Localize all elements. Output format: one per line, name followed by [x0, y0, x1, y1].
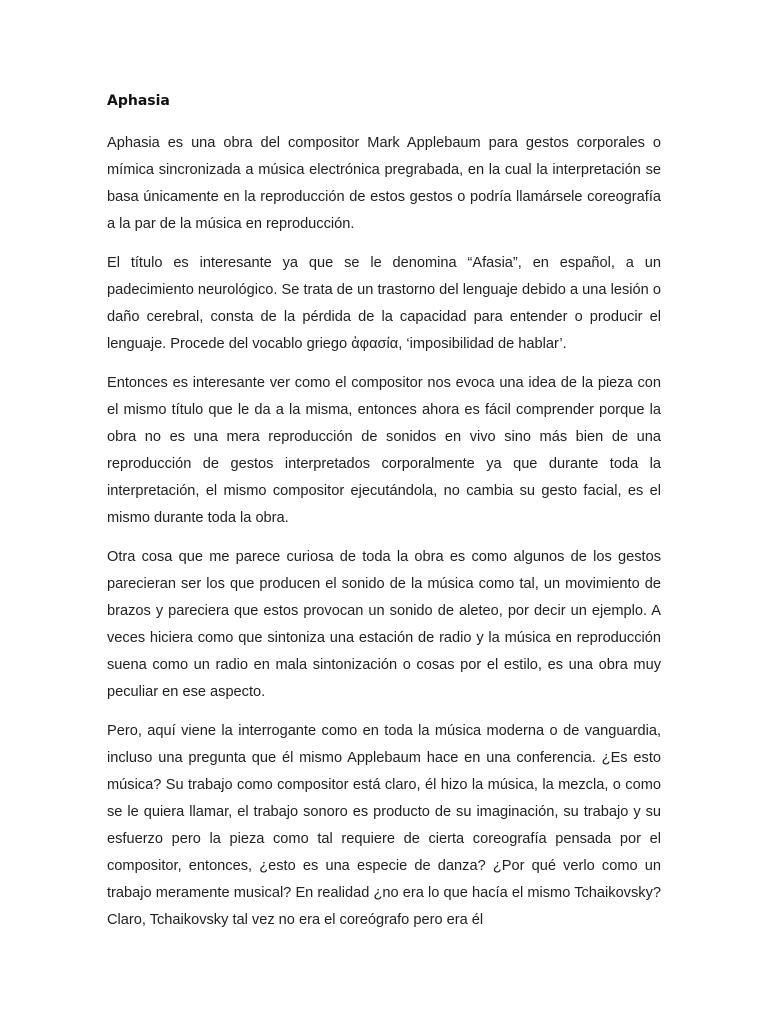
document-page — [107, 88, 661, 946]
paragraph-2: El título es interesante ya que se le denomina “Afasia”, en español, a un padecimiento neurológico. Se trata de un trastorno del lenguaje debido a una lesión o daño cerebral, consta de la pérdida de la capacidad para entender o producir el lenguaje. Procede del vocablo griego ἀφασία, ‘imposibilidad de hablar’. — [107, 255, 661, 352]
document-title: Aphasia — [107, 93, 170, 109]
paragraph-5: Pero, aquí viene la interrogante como en toda la música moderna o de vanguardia, incluso una pregunta que él mismo Applebaum hace en una conferencia. ¿Es esto música? Su trabajo como compositor está claro, él hizo la música, la mezcla, o como se le quiera llamar, el trabajo sonoro es producto de su imaginación, su trabajo y su esfuerzo pero la pieza como tal requiere de cierta coreografía pensada por el compositor, entonces, ¿esto es una especie de danza? ¿Por qué verlo como un trabajo meramente musical? En realidad ¿no era lo que hacía el mismo Tchaikovsky? Claro, Tchaikovsky tal vez no era el coreógrafo pero era él — [107, 723, 661, 928]
paragraph-4: Otra cosa que me parece curiosa de toda la obra es como algunos de los gestos parecieran ser los que producen el sonido de la música como tal, un movimiento de brazos y pareciera que estos provocan un sonido de aleteo, por decir un ejemplo. A veces hiciera como que sintoniza una estación de radio y la música en reproducción suena como un radio en mala sintonización o cosas por el estilo, es una obra muy peculiar en ese aspecto. — [107, 549, 661, 700]
paragraph-1: Aphasia es una obra del compositor Mark Applebaum para gestos corporales o mímica sincronizada a música electrónica pregrabada, en la cual la interpretación se basa únicamente en la reproducción de estos gestos o podría llamársele coreografía a la par de la música en reproducción. — [107, 135, 661, 232]
paragraph-3: Entonces es interesante ver como el compositor nos evoca una idea de la pieza con el mismo título que le da a la misma, entonces ahora es fácil comprender porque la obra no es una mera reproducción de sonidos en vivo sino más bien de una reproducción de gestos interpretados corporalmente ya que durante toda la interpretación, el mismo compositor ejecutándola, no cambia su gesto facial, es el mismo durante toda la obra. — [107, 375, 661, 526]
